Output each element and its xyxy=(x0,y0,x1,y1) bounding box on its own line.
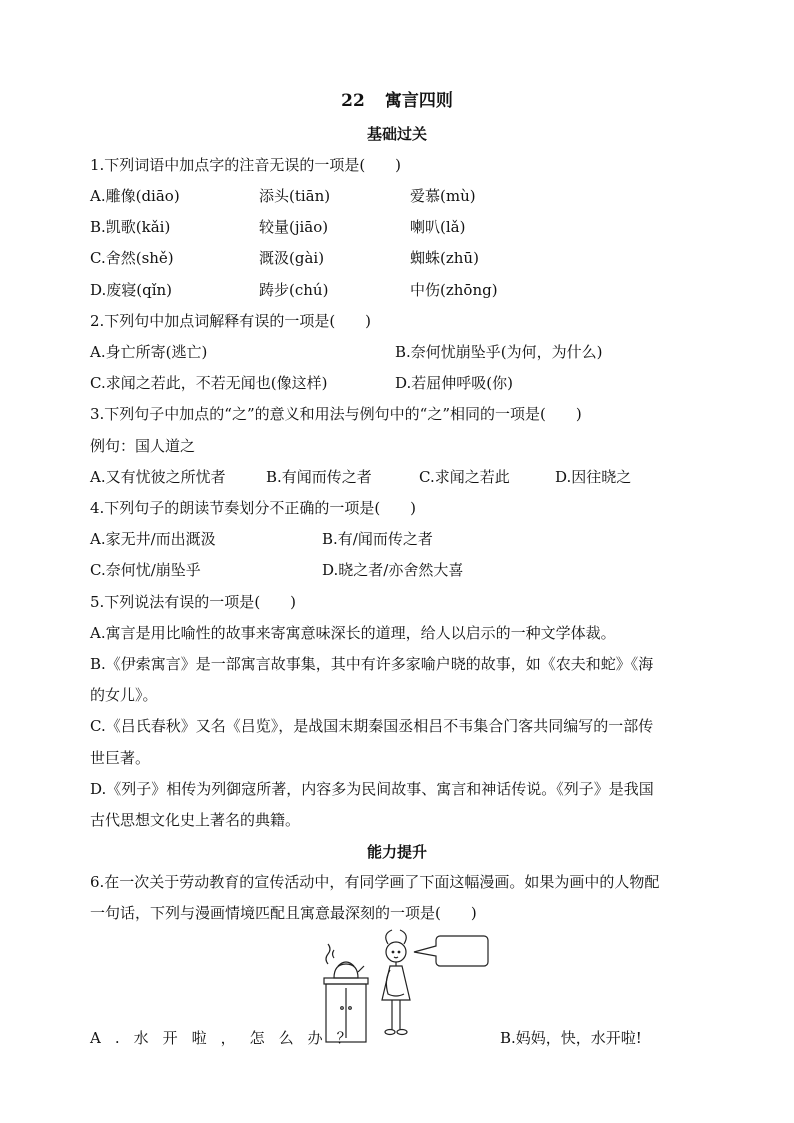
q1-opt-b-3: 喇叭(lǎ) xyxy=(410,218,466,236)
q4-stem: 4.下列句子的朗读节奏划分不正确的一项是( ) xyxy=(90,499,417,517)
q5-line-3: 的女儿》。 xyxy=(90,686,158,704)
q4-opt-c: C.奈何忧/崩坠乎 xyxy=(90,561,201,579)
page-title xyxy=(0,86,794,111)
q1-opt-d-3: 中伤(zhōng) xyxy=(410,281,498,299)
q1-opt-a-1: A.雕像(diāo) xyxy=(90,187,180,205)
q5-line-2: B.《伊索寓言》是一部寓言故事集，其中有许多家喻户晓的故事，如《农夫和蛇》《海 xyxy=(90,655,654,673)
q3-opt-a: A.又有忧彼之所忧者 xyxy=(90,468,226,486)
q1-opt-d-1: D.废寝(qǐn) xyxy=(90,281,173,299)
q5-line-5: 世巨著。 xyxy=(90,749,151,767)
q2-opt-b: B.奈何忧崩坠乎(为何，为什么) xyxy=(395,343,603,361)
q1-opt-b-1: B.凯歌(kǎi) xyxy=(90,218,171,236)
q5-line-1: A.寓言是用比喻性的故事来寄寓意味深长的道理，给人以启示的一种文学体裁。 xyxy=(90,624,616,642)
q5-stem: 5.下列说法有误的一项是( ) xyxy=(90,593,297,611)
cartoon-illustration xyxy=(318,928,493,1043)
q2-opt-d: D.若屈伸呼吸(你) xyxy=(395,374,513,392)
q6-opt-a: A.水开啦，怎么办？ xyxy=(90,1029,366,1047)
lesson-number: 22 xyxy=(341,91,365,111)
q1-opt-d-2: 踌步(chú) xyxy=(259,281,329,299)
q3-stem: 3.下列句子中加点的“之”的意义和用法与例句中的“之”相同的一项是( ) xyxy=(90,405,582,423)
q5-line-6: D.《列子》相传为列御寇所著，内容多为民间故事、寓言和神话传说。《列子》是我国 xyxy=(90,780,654,798)
q4-opt-a: A.家无井/而出溉汲 xyxy=(90,530,216,548)
lesson-title: 寓言四则 xyxy=(384,91,453,111)
q3-opt-d: D.因往晓之 xyxy=(555,468,632,486)
q1-stem: 1.下列词语中加点字的注音无误的一项是( ) xyxy=(90,156,402,174)
q6-opt-b: B.妈妈，快，水开啦! xyxy=(500,1029,642,1047)
q3-opt-b: B.有闻而传之者 xyxy=(266,468,372,486)
q5-line-4: C.《吕氏春秋》又名《吕览》，是战国末期秦国丞相吕不韦集合门客共同编写的一部传 xyxy=(90,717,654,735)
q4-opt-b: B.有/闻而传之者 xyxy=(322,530,433,548)
q2-opt-c: C.求闻之若此，不若无闻也(像这样) xyxy=(90,374,328,392)
q3-opt-c: C.求闻之若此 xyxy=(419,468,510,486)
q1-opt-c-1: C.舍然(shě) xyxy=(90,249,174,267)
q1-opt-c-3: 蜘蛛(zhū) xyxy=(410,249,479,267)
q4-opt-d: D.晓之者/亦舍然大喜 xyxy=(322,561,464,579)
q3-example: 例句：国人道之 xyxy=(90,437,196,455)
q2-opt-a: A.身亡所寄(逃亡) xyxy=(90,343,208,361)
q1-opt-b-2: 较量(jiāo) xyxy=(259,218,329,236)
q1-opt-a-3: 爱慕(mù) xyxy=(410,187,476,205)
section-advanced: 能力提升 xyxy=(366,843,427,861)
section-basic: 基础过关 xyxy=(366,125,427,143)
q2-stem: 2.下列句中加点词解释有误的一项是( ) xyxy=(90,312,372,330)
q5-line-7: 古代思想文化史上著名的典籍。 xyxy=(90,811,301,829)
q1-opt-a-2: 添头(tiān) xyxy=(259,187,331,205)
q6-line-2: 一句话，下列与漫画情境匹配且寓意最深刻的一项是( ) xyxy=(90,904,477,922)
q1-opt-c-2: 溉汲(gài) xyxy=(259,249,325,267)
q6-line-1: 6.在一次关于劳动教育的宣传活动中，有同学画了下面这幅漫画。如果为画中的人物配 xyxy=(90,873,660,891)
